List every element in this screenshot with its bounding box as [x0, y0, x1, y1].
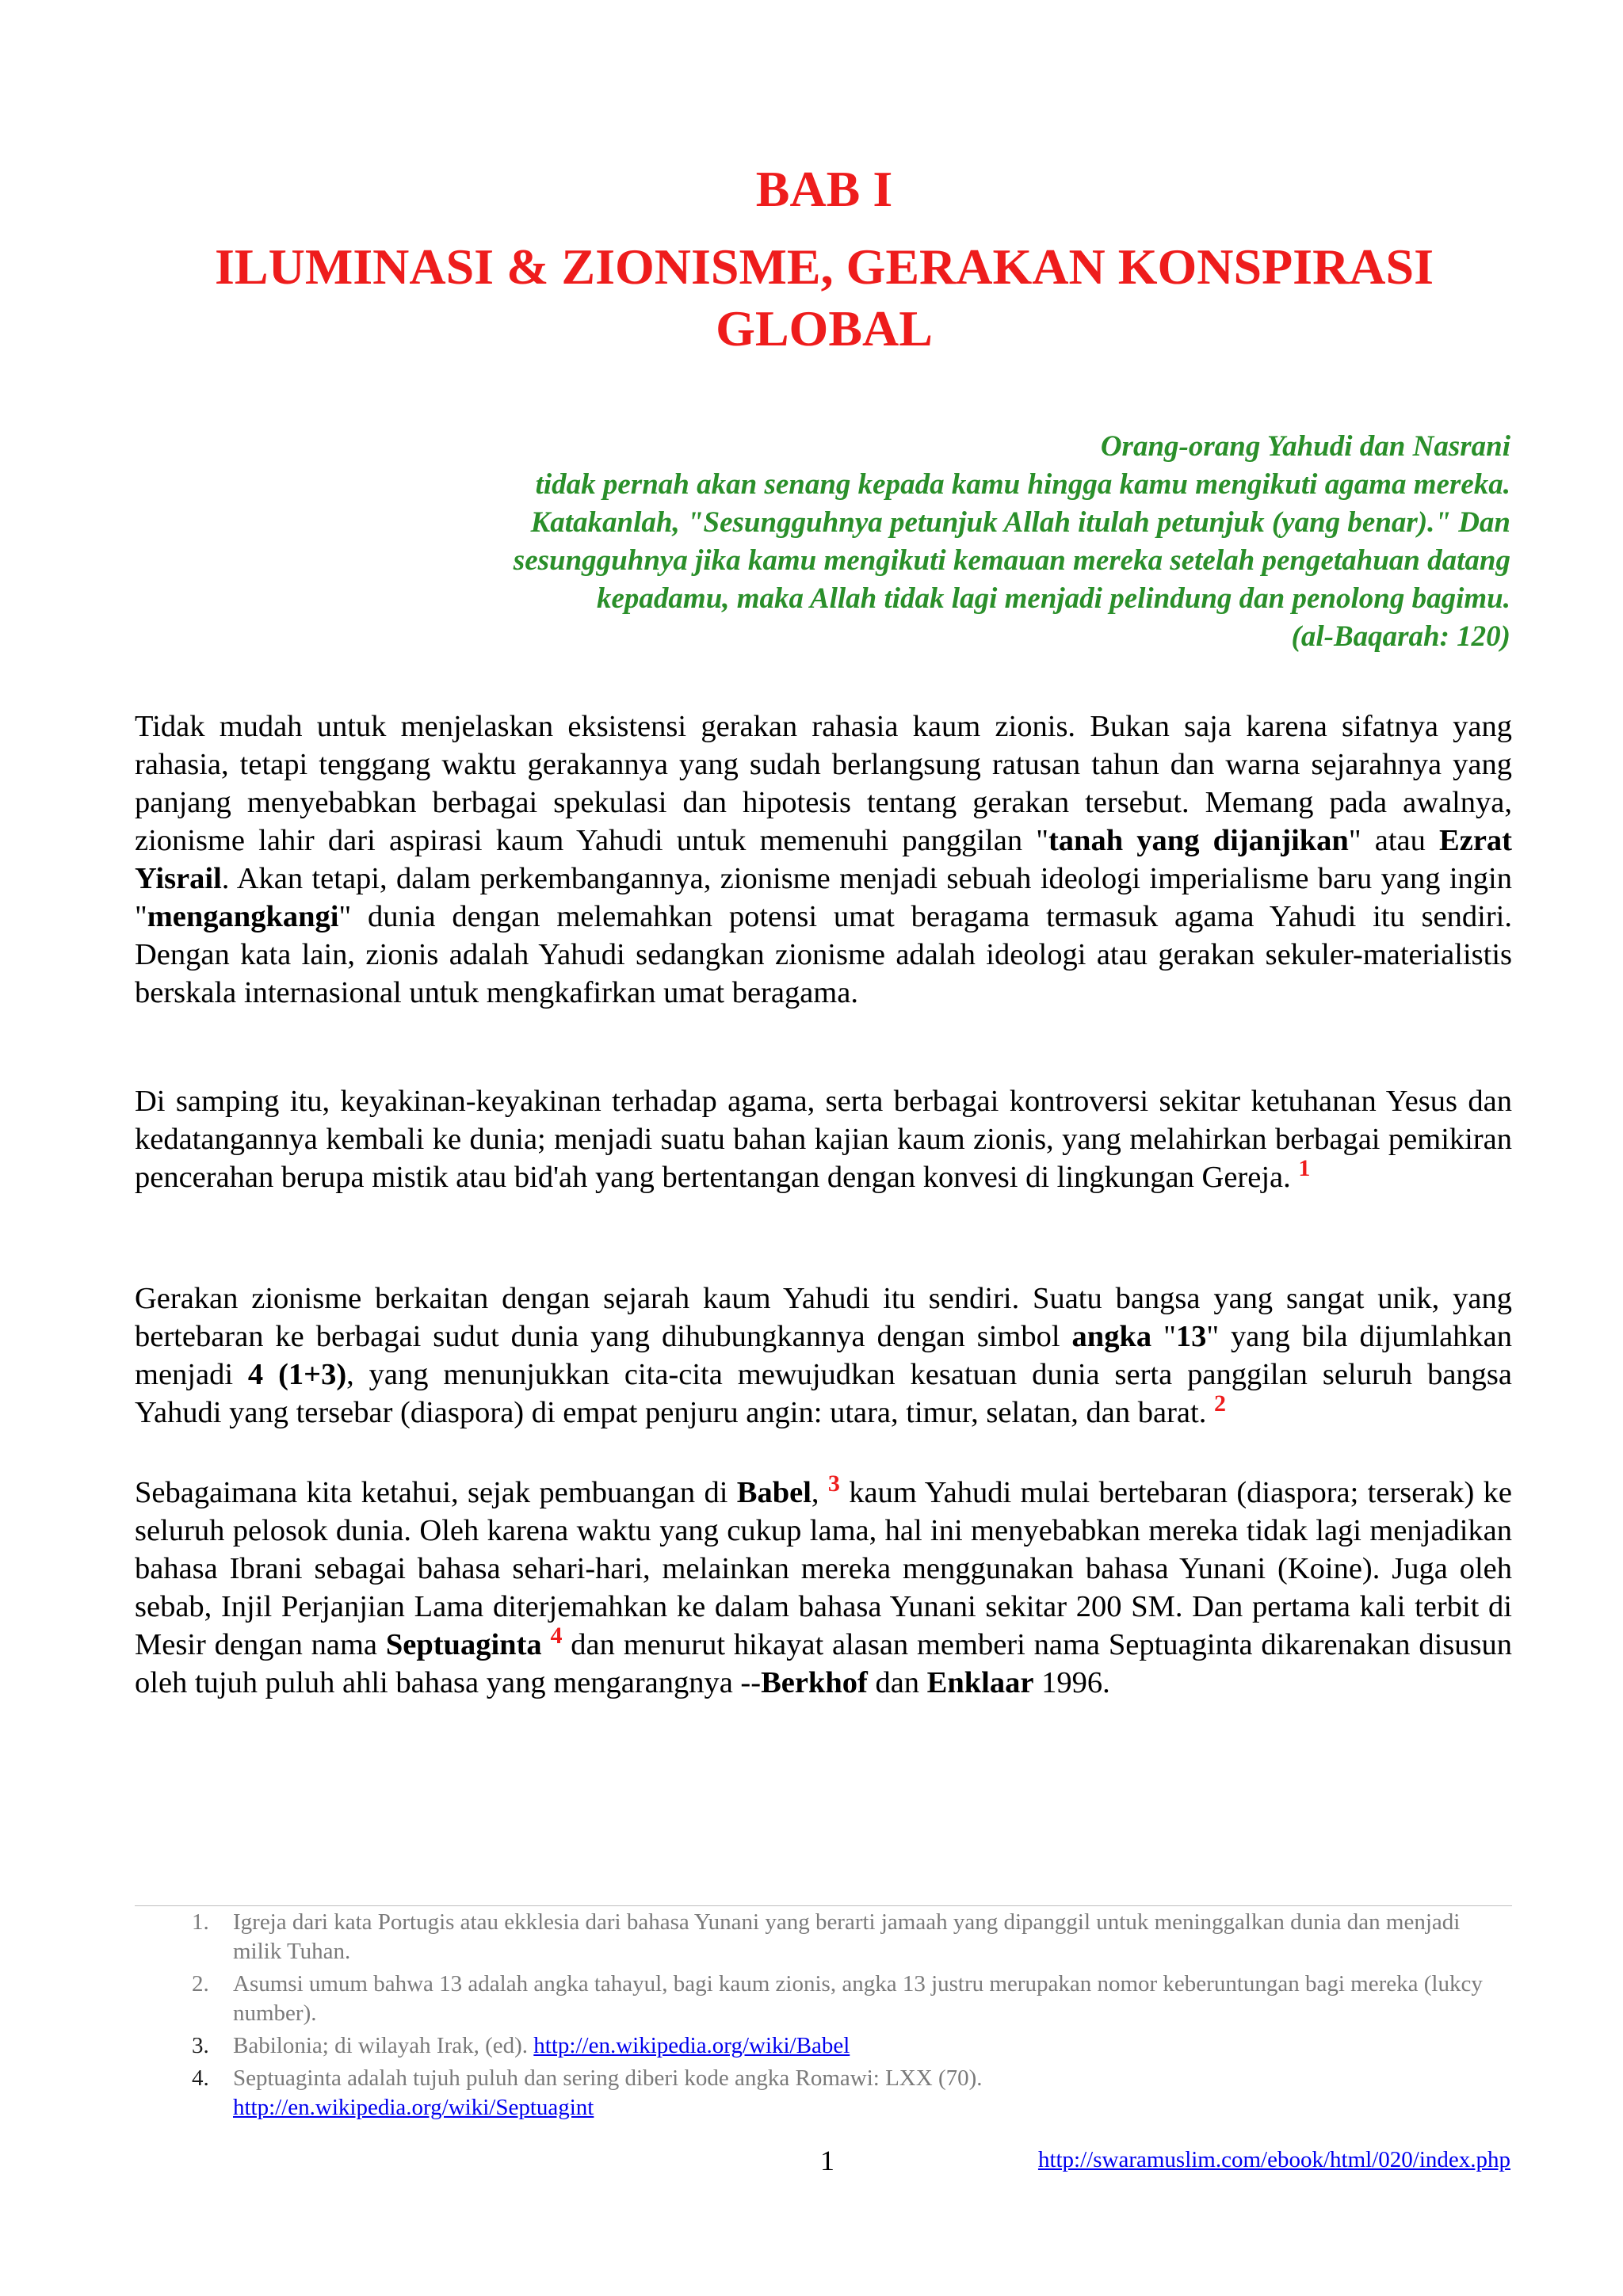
footer-source-link[interactable]: http://swaramuslim.com/ebook/html/020/index.php [1037, 2147, 1510, 2172]
footnote-reference[interactable]: 3 [827, 1470, 840, 1497]
chapter-title: ILUMINASI & ZIONISME, GERAKAN KONSPIRASI GLOBAL [215, 238, 1434, 357]
body-paragraph [135, 1082, 1512, 1196]
text-run: " [1151, 1320, 1176, 1353]
bold-term: Babel [736, 1476, 812, 1509]
text-run: dan menurut hikayat alasan memberi nama Septuaginta dikarenakan disusun oleh tujuh puluh ahli bahasa yang mengarangnya -- [135, 1628, 1513, 1699]
page-number: 1 [820, 2145, 834, 2176]
text-run: . Akan tetapi, dalam perkembangannya, zionisme menjadi sebuah ideologi imperialisme baru yang ingin " [135, 862, 1512, 933]
bold-term: 13 [1175, 1320, 1207, 1353]
epigraph-reference: (al-Baqarah: 120) [1291, 620, 1510, 653]
footnote-reference[interactable]: 4 [550, 1623, 563, 1649]
text-run: kaum Yahudi mulai bertebaran (diaspora; terserak) ke seluruh pelosok dunia. Oleh karena waktu yang cukup lama, hal ini menyebabkan mereka tidak lagi menjadikan bahasa Ibrani sebagai bahasa sehari-hari, melainkan mereka menggunakan bahasa Yunani (Koine). Juga oleh sebab, Injil Perjanjian Lama diterjemahkan ke dalam bahasa Yunani sekitar 200 SM. Dan pertama kali terbit di Mesir dengan nama [135, 1476, 1512, 1661]
epigraph-line: sesungguhnya jika kamu mengikuti kemauan mereka setelah pengetahuan datang [513, 544, 1510, 577]
epigraph-line: Katakanlah, "Sesungguhnya petunjuk Allah itulah petunjuk (yang benar)." Dan [530, 506, 1510, 539]
footnote-list [135, 1908, 1512, 2126]
text-run: " atau [1348, 824, 1440, 857]
body-paragraph [135, 707, 1512, 1012]
epigraph-line: kepadamu, maka Allah tidak lagi menjadi pelindung dan penolong bagimu. [597, 582, 1510, 615]
footnote-item [135, 1908, 1512, 1966]
footnote-text: Babilonia; di wilayah Irak, (ed). [233, 2033, 534, 2058]
body-paragraph [135, 1470, 1513, 1702]
footnote-reference[interactable]: 2 [1213, 1390, 1226, 1417]
bold-term: Berkhof [761, 1666, 868, 1699]
footnote-link-babel[interactable]: http://en.wikipedia.org/wiki/Babel [533, 2033, 850, 2058]
footnote-reference[interactable]: 1 [1298, 1155, 1311, 1181]
text-run: dan [867, 1666, 927, 1699]
epigraph-quote [163, 428, 1510, 656]
footnote-number: 4. [192, 2065, 209, 2091]
bold-term: Enklaar [926, 1666, 1034, 1699]
epigraph-line: Orang-orang Yahudi dan Nasrani [1100, 430, 1510, 463]
footnote-text: Igreja dari kata Portugis atau ekklesia dari bahasa Yunani yang berarti jamaah yang dipanggil untuk meninggalkan dunia dan menjadi milik Tuhan. [233, 1909, 1461, 1964]
text-run: 1996. [1033, 1666, 1110, 1699]
epigraph-line: tidak pernah akan senang kepada kamu hingga kamu mengikuti agama mereka. [535, 468, 1510, 501]
footnote-item [135, 2031, 1512, 2061]
text-run: Sebagaimana kita ketahui, sejak pembuangan di [135, 1476, 737, 1509]
bold-term: angka [1071, 1320, 1152, 1353]
text-run: Gerakan zionisme berkaitan dengan sejarah kaum Yahudi itu sendiri. Suatu bangsa yang sangat unik, yang bertebaran ke berbagai sudut dunia yang dihubungkannya dengan simbol [135, 1282, 1512, 1353]
bold-term: Ezrat Yisrail [135, 824, 1512, 895]
bold-term: Septuaginta [385, 1628, 542, 1661]
footnote-divider [135, 1905, 1512, 1906]
bold-term: mengangkangi [147, 900, 339, 933]
footnote-text: Septuaginta adalah tujuh puluh dan sering diberi kode angka Romawi: LXX (70). [233, 2065, 983, 2091]
body-paragraph [135, 1280, 1512, 1432]
text-run: , [811, 1476, 819, 1509]
text-run: Tidak mudah untuk menjelaskan eksistensi gerakan rahasia kaum zionis. Bukan saja karena sifatnya yang rahasia, tetapi tenggang waktu gerakannya yang sudah berlangsung ratusan tahun dan warna sejarahnya yang panjang menyebabkan berbagai spekulasi dan hipotesis tentang gerakan tersebut. Memang pada awalnya, zionisme lahir dari aspirasi kaum Yahudi untuk memenuhi panggilan " [135, 710, 1512, 857]
text-run: Di samping itu, keyakinan-keyakinan terhadap agama, serta berbagai kontroversi sekitar ketuhanan Yesus dan kedatangannya kembali ke dunia; menjadi suatu bahan kajian kaum zionis, yang melahirkan berbagai pemikiran pencerahan berupa mistik atau bid'ah yang bertentangan dengan konvesi di lingkungan Gereja. [135, 1085, 1512, 1194]
footnote-item [135, 2064, 1512, 2122]
footnote-text: Asumsi umum bahwa 13 adalah angka tahayul, bagi kaum zionis, angka 13 justru merupakan nomor keberuntungan bagi mereka (lukcy number). [233, 1971, 1483, 2026]
text-run: , yang menunjukkan cita-cita mewujudkan kesatuan dunia serta panggilan seluruh bangsa Yahudi yang tersebar (diaspora) di empat penjuru angin: utara, timur, selatan, dan barat. [135, 1358, 1512, 1429]
footnote-number: 2. [192, 1971, 209, 1997]
text-run: " dunia dengan melemahkan potensi umat beragama termasuk agama Yahudi itu sendiri. Dengan kata lain, zionis adalah Yahudi sedangkan zionisme adalah ideologi atau gerakan sekuler-materialistis berskala internasional untuk mengkafirkan umat beragama. [135, 900, 1512, 1009]
chapter-number: BAB I [755, 161, 893, 217]
footnote-item [135, 1970, 1512, 2028]
footnote-number: 1. [192, 1909, 209, 1935]
footnote-number: 3. [192, 2033, 209, 2058]
bold-term: tanah yang dijanjikan [1048, 824, 1349, 857]
text-run: " yang bila dijumlahkan menjadi [135, 1320, 1513, 1391]
footnote-link-septuagint[interactable]: http://en.wikipedia.org/wiki/Septuagint [233, 2095, 594, 2120]
bold-term: 4 (1+3) [247, 1358, 347, 1391]
